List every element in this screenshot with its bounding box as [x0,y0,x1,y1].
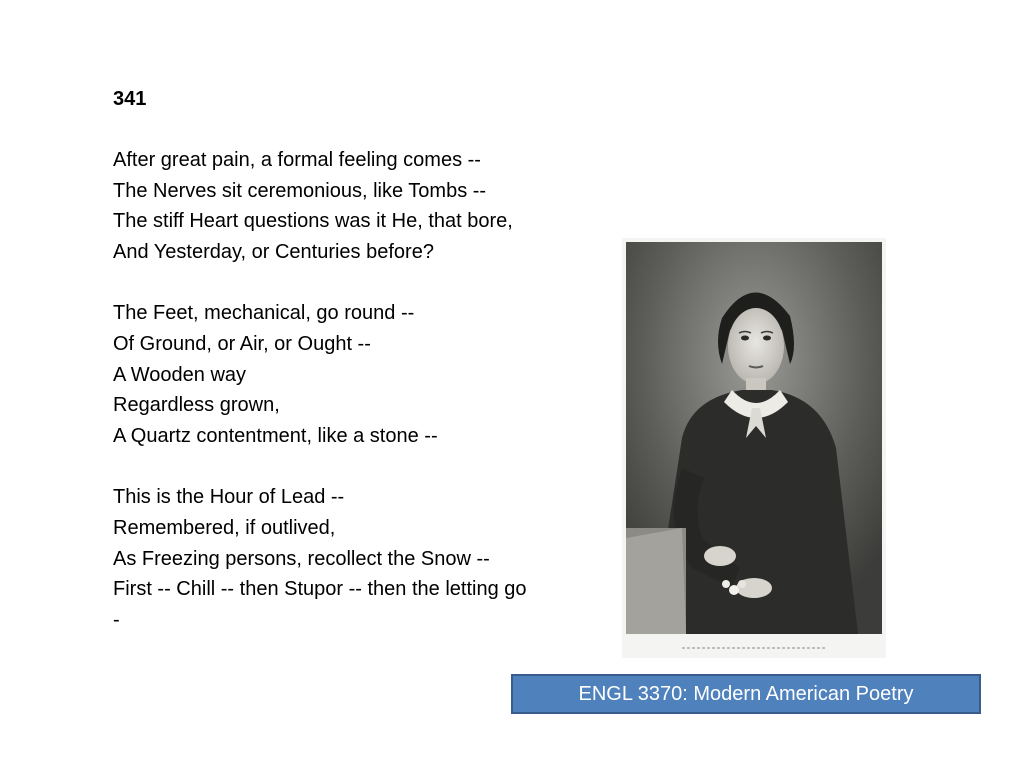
poem-line: The Feet, mechanical, go round -- [113,302,415,325]
poem-line: A Quartz contentment, like a stone -- [113,424,438,447]
poem-line: Regardless grown, [113,394,280,417]
poem-line: And Yesterday, or Centuries before? [113,240,434,263]
poem-line: Of Ground, or Air, or Ought -- [113,332,371,355]
stanza-1 [113,145,613,267]
poem-line: The stiff Heart questions was it He, that bore, [113,210,513,233]
poem-line: - [113,608,120,631]
poem-body [113,145,613,666]
poem-line: The Nerves sit ceremonious, like Tombs -- [113,179,487,202]
stanza-2 [113,298,613,451]
stanza-3 [113,482,613,635]
poem-number: 341 [113,88,147,110]
poem-line: After great pain, a formal feeling comes -- [113,149,481,171]
poem-line: As Freezing persons, recollect the Snow -- [113,547,490,570]
poem-line: This is the Hour of Lead -- [113,486,345,509]
poem-line: First -- Chill -- then Stupor -- then the letting go [113,578,527,601]
poem-line: Remembered, if outlived, [113,516,336,539]
course-title-box [511,674,981,714]
portrait-image [622,238,886,658]
course-title: ENGL 3370: Modern American Poetry [578,682,914,705]
portrait-photo [622,238,886,658]
poem-line: A Wooden way [113,363,247,386]
